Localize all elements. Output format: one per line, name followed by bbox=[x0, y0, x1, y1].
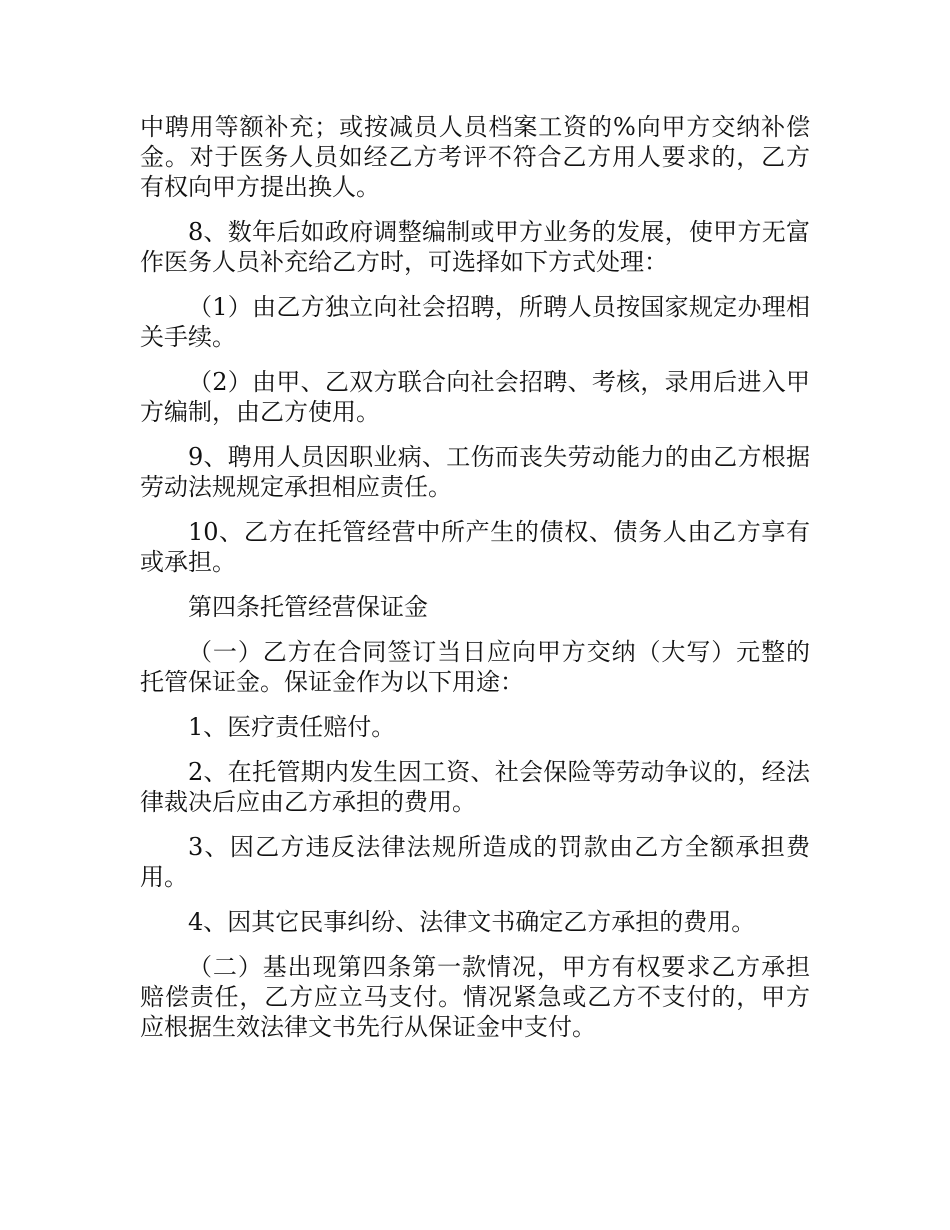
paragraph-clause-9: 9、聘用人员因职业病、工伤而丧失劳动能力的由乙方根据劳动法规规定承担相应责任。 bbox=[140, 443, 810, 501]
paragraph-option-2: （2）由甲、乙双方联合向社会招聘、考核，录用后进入甲方编制，由乙方使用。 bbox=[140, 368, 810, 426]
paragraph-option-1: （1）由乙方独立向社会招聘，所聘人员按国家规定办理相关手续。 bbox=[140, 293, 810, 351]
paragraph-deposit-2: （二）基出现第四条第一款情况，甲方有权要求乙方承担赔偿责任，乙方应立马支付。情况紧急或乙方不支付的，甲方应根据生效法律文书先行从保证金中支付。 bbox=[140, 953, 810, 1041]
paragraph-use-4: 4、因其它民事纠纷、法律文书确定乙方承担的费用。 bbox=[188, 908, 756, 936]
document-body bbox=[140, 112, 810, 1057]
paragraph-use-3: 3、因乙方违反法律法规所造成的罚款由乙方全额承担费用。 bbox=[140, 833, 810, 891]
paragraph-continuation: 中聘用等额补充；或按减员人员档案工资的%向甲方交纳补偿金。对于医务人员如经乙方考评不符合乙方用人要求的，乙方有权向甲方提出换人。 bbox=[140, 113, 810, 201]
paragraph-deposit-1: （一）乙方在合同签订当日应向甲方交纳（大写）元整的托管保证金。保证金作为以下用途： bbox=[140, 638, 810, 696]
paragraph-use-1: 1、医疗责任赔付。 bbox=[188, 713, 396, 741]
paragraph-use-2: 2、在托管期内发生因工资、社会保险等劳动争议的，经法律裁决后应由乙方承担的费用。 bbox=[140, 758, 810, 816]
section-heading-article-4: 第四条托管经营保证金 bbox=[188, 593, 428, 621]
paragraph-clause-10: 10、乙方在托管经营中所产生的债权、债务人由乙方享有或承担。 bbox=[140, 518, 810, 576]
paragraph-clause-8: 8、数年后如政府调整编制或甲方业务的发展，使甲方无富作医务人员补充给乙方时，可选择如下方式处理： bbox=[140, 218, 810, 276]
